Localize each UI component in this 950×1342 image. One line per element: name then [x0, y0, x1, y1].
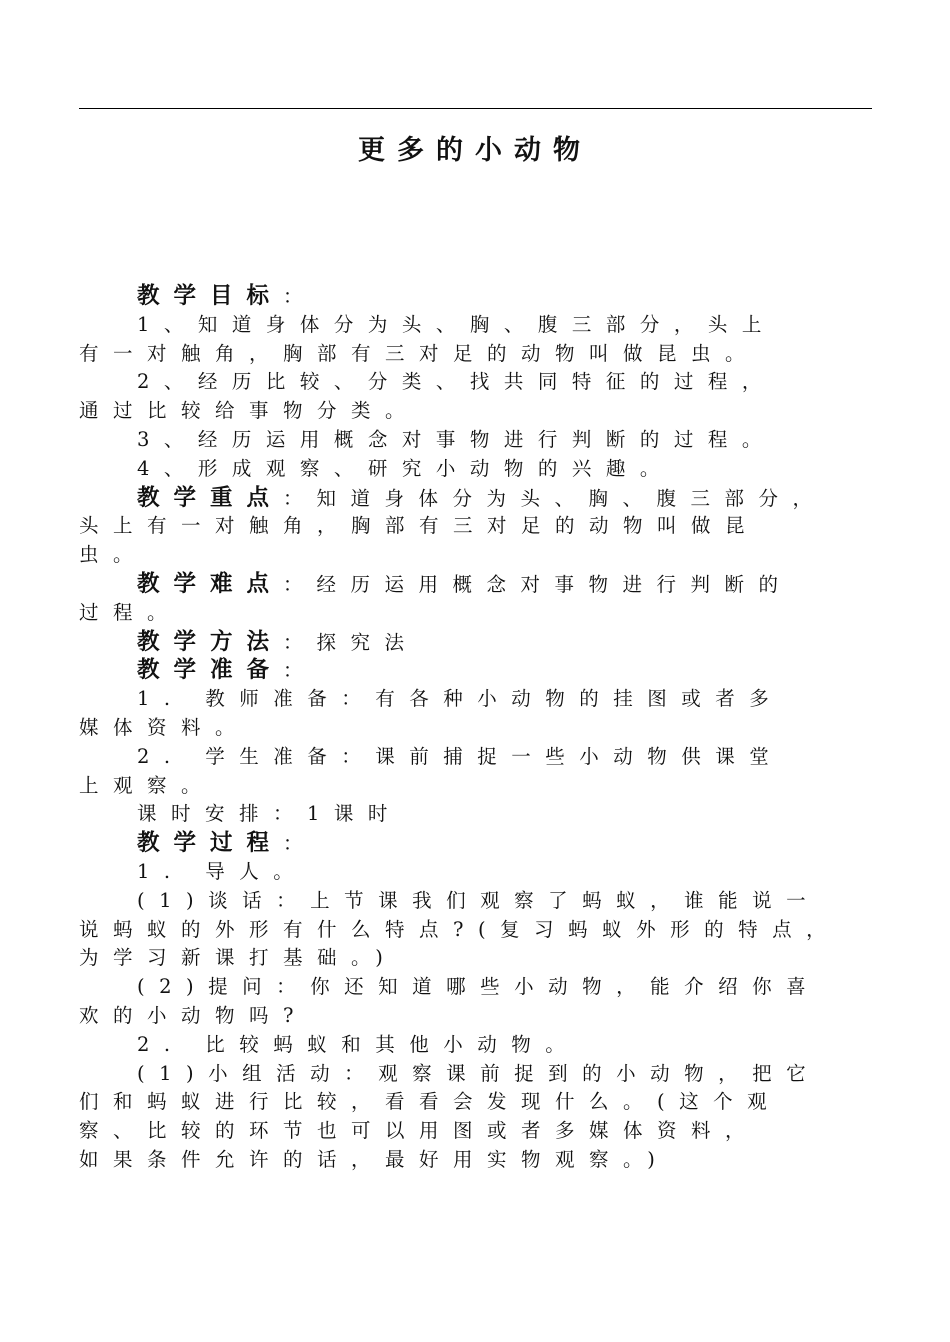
- objective-line: 4、形成观察、研究小动物的兴趣。: [137, 456, 674, 480]
- process-line: (1)小组活动：观察课前捉到的小动物，把它: [137, 1061, 821, 1085]
- process-line: 2. 比较蚂蚁和其他小动物。: [137, 1032, 580, 1056]
- header-rule: [79, 108, 872, 109]
- preparation-line: 1. 教师准备：有各种小动物的挂图或者多: [137, 687, 784, 711]
- process-line: 为学习新课打基础。): [79, 946, 398, 970]
- key-points-text: 知道身体分为头、胸、腹三部分，: [316, 486, 827, 510]
- process-line: (1)谈话：上节课我们观察了蚂蚁，谁能说一: [137, 888, 821, 912]
- process-line: 欢的小动物吗?: [79, 1003, 308, 1027]
- process-line: (2)提问：你还知道哪些小动物，能介绍你喜: [137, 975, 821, 999]
- document-body: [79, 282, 869, 1175]
- objective-line: 通过比较给事物分类。: [79, 399, 420, 423]
- objectives-heading: 教学目标：: [137, 283, 317, 309]
- objectives-label: 教学目标: [137, 283, 284, 309]
- page-title: 更多的小动物: [358, 135, 592, 166]
- objective-line: 2、经历比较、分类、找共同特征的过程，: [137, 370, 776, 394]
- difficulties-line: 教学难点：经历运用概念对事物进行判断的: [137, 570, 793, 597]
- key-points-line: 教学重点：知道身体分为头、胸、腹三部分，: [137, 484, 827, 511]
- process-line: 1. 导人。: [137, 859, 308, 883]
- process-label: 教学过程: [137, 830, 284, 857]
- process-line: 如果条件允许的话，最好用实物观察。): [79, 1147, 670, 1171]
- difficulties-line: 过程。: [79, 600, 182, 624]
- objective-line: 1、知道身体分为头、胸、腹三部分，头上: [137, 312, 776, 336]
- preparation-line: 媒体资料。: [79, 715, 250, 739]
- method-line: 教学方法：探究法: [137, 628, 419, 655]
- preparation-line: 上观察。: [79, 773, 216, 797]
- key-points-label: 教学重点: [137, 484, 284, 511]
- process-line: 说蚂蚁的外形有什么特点?(复习蚂蚁外形的特点，: [79, 917, 841, 941]
- schedule-line: 课时安排：1课时: [137, 802, 402, 826]
- process-line: 察、比较的环节也可以用图或者多媒体资料，: [79, 1119, 760, 1143]
- key-points-line: 虫。: [79, 543, 148, 567]
- objective-line: 3、经历运用概念对事物进行判断的过程。: [137, 427, 776, 451]
- process-line: 们和蚂蚁进行比较，看看会发现什么。(这个观: [79, 1090, 782, 1114]
- preparation-heading: 教学准备：: [137, 657, 317, 684]
- preparation-line: 2. 学生准备：课前捕捉一些小动物供课堂: [137, 744, 784, 768]
- method-text: 探究法: [316, 630, 419, 654]
- difficulties-label: 教学难点: [137, 570, 284, 597]
- process-heading: 教学过程：: [137, 830, 317, 857]
- objective-line: 有一对触角，胸部有三对足的动物叫做昆虫。: [79, 341, 760, 365]
- method-label: 教学方法: [137, 628, 284, 655]
- difficulties-text: 经历运用概念对事物进行判断的: [316, 572, 793, 596]
- key-points-line: 头上有一对触角，胸部有三对足的动物叫做昆: [79, 514, 760, 538]
- preparation-label: 教学准备: [137, 657, 284, 684]
